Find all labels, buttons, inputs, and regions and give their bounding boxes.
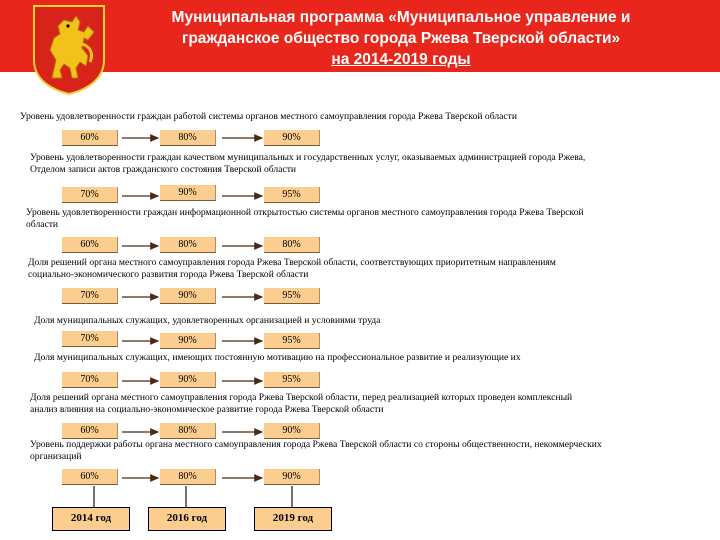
indicator-1-value-2014: 60% [62,130,118,146]
indicator-7-label-line-1: Доля решений органа местного самоуправления города Ржева Тверской области, перед реализацией которых проведен комплексный [30,392,573,403]
indicator-5-value-2016: 90% [160,333,216,349]
indicator-8-label-line-2: организаций [30,451,82,462]
indicator-7-value-2014: 60% [62,423,118,439]
indicator-7-label-line-2: анализ влияния на социально-экономическое развитие города Ржева Тверской области [30,404,384,415]
indicator-3-value-2014: 60% [62,237,118,253]
indicator-5-value-2014: 70% [62,331,118,347]
coat-of-arms-icon [30,2,108,95]
indicator-8-value-2016: 80% [160,469,216,485]
indicator-2-value-2016: 90% [160,185,216,201]
indicator-1-value-2016: 80% [160,130,216,146]
indicator-8-value-2014: 60% [62,469,118,485]
indicator-5-value-2019: 95% [264,333,320,349]
indicator-3-value-2019: 80% [264,237,320,253]
indicator-3-label-line-1: Уровень удовлетворенности граждан информационной открытостью системы органов местного самоуправления города Ржева Тверской [26,207,584,218]
indicator-7-value-2019: 90% [264,423,320,439]
indicator-6-value-2014: 70% [62,372,118,388]
year-2019-label: 2019 год [254,507,332,531]
indicator-3-label-line-2: области [26,219,59,230]
indicator-4-value-2019: 95% [264,288,320,304]
page-title [112,7,690,70]
year-2016-label: 2016 год [148,507,226,531]
title-line-2: гражданское общество города Ржева Тверской области» [181,30,621,47]
indicator-1-value-2019: 90% [264,130,320,146]
indicator-6-value-2019: 95% [264,372,320,388]
indicator-2-label-line-1: Уровень удовлетворенности граждан качеством муниципальных и государственных услуг, оказываемых администрацией города Ржева, [30,152,586,163]
indicator-4-label-line-2: социально-экономического развития города Ржева Тверской области [28,269,309,280]
indicator-2-value-2019: 95% [264,187,320,203]
indicator-6-value-2016: 90% [160,372,216,388]
year-2014-label: 2014 год [52,507,130,531]
indicator-1-label: Уровень удовлетворенности граждан работой системы органов местного самоуправления города Ржева Тверской области [20,111,517,122]
indicator-2-label-line-2: Отделом записи актов гражданского состояния Тверской области [30,164,297,175]
title-line-1: Муниципальная программа «Муниципальное управление и [171,9,631,26]
indicator-5-label: Доля муниципальных служащих, удовлетворенных организацией и условиями труда [34,315,381,326]
indicator-3-value-2016: 80% [160,237,216,253]
indicator-4-label-line-1: Доля решений органа местного самоуправления города Ржева Тверской области, соответствующих приоритетным направлениям [28,257,556,268]
indicator-8-label-line-1: Уровень поддержки работы органа местного самоуправления города Ржева Тверской области со стороны общественности, некоммерческих [30,439,602,450]
title-line-3: на 2014-2019 годы [331,51,471,68]
indicator-4-value-2016: 90% [160,288,216,304]
indicator-7-value-2016: 80% [160,423,216,439]
indicator-2-value-2014: 70% [62,187,118,203]
indicator-4-value-2014: 70% [62,288,118,304]
indicator-6-label: Доля муниципальных служащих, имеющих постоянную мотивацию на профессиональное развитие и реализующие их [34,352,521,363]
indicator-8-value-2019: 90% [264,469,320,485]
